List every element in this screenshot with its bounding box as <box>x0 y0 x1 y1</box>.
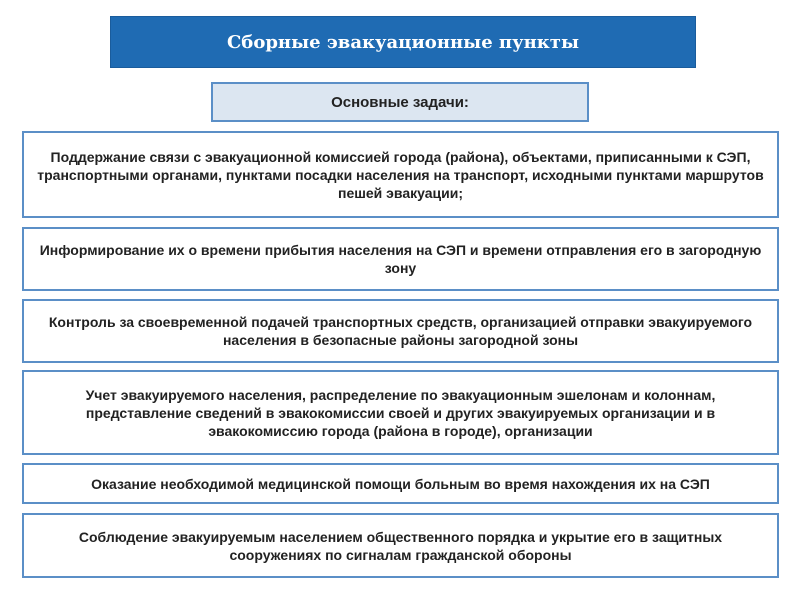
subtitle-text: Основные задачи: <box>331 93 469 111</box>
subtitle-box <box>211 82 589 122</box>
task-box-1 <box>22 131 779 218</box>
task-box-6 <box>22 513 779 578</box>
task-text-4: Учет эвакуируемого населения, распределение по эвакуационным эшелонам и колоннам, представление сведений в эвакокомиссии своей и других эвакуируемых организации и в эвакокомиссию города (района в городе), организации <box>85 386 716 439</box>
task-text-2: Информирование их о времени прибытия населения на СЭП и времени отправления его в загородную зону <box>39 242 762 276</box>
task-box-5 <box>22 463 779 504</box>
page-title <box>110 16 696 68</box>
task-box-3 <box>22 299 779 363</box>
task-box-2 <box>22 227 779 291</box>
task-box-4 <box>22 370 779 455</box>
page-title-text: Сборные эвакуационные пункты <box>226 31 579 53</box>
task-text-5: Оказание необходимой медицинской помощи больным во время нахождения их на СЭП <box>91 475 710 492</box>
task-text-6: Соблюдение эвакуируемым населением общественного порядка и укрытие его в защитных сооружениях по сигналам гражданской обороны <box>78 528 723 563</box>
task-text-1: Поддержание связи с эвакуационной комиссией города (района), объектами, приписанными к СЭП, транспортными органами, пунктами посадки населения на транспорт, исходными пунктами маршрутов пешей эвакуации; <box>37 148 764 201</box>
task-text-3: Контроль за своевременной подачей транспортных средств, организацией отправки эвакуируемого населения в безопасные районы загородной зоны <box>48 314 753 348</box>
